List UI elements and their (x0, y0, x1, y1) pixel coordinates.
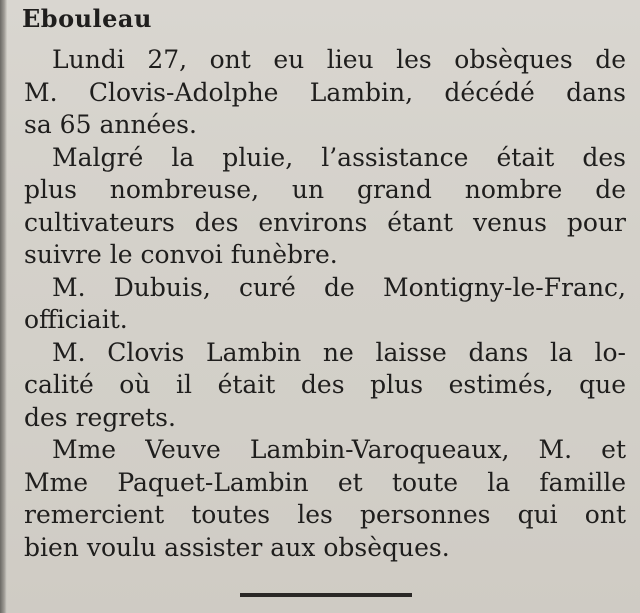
text-line: officiait. (24, 305, 128, 334)
article-body (24, 44, 626, 564)
text-line: Mme Veuve Lambin-Varoqueaux, M. et (52, 435, 626, 464)
text-line: remercient toutes les personnes qui ont (24, 500, 626, 529)
text-line: Lundi 27, ont eu lieu les obsèques de (52, 45, 626, 74)
text-line: cultivateurs des environs étant venus pour (24, 207, 626, 237)
text-line: Malgré la pluie, l’assistance était des (52, 142, 626, 172)
text-line: plus nombreuse, un grand nombre de (24, 175, 626, 204)
text-line: Mme Paquet-Lambin et toute la famille (24, 467, 626, 497)
text-line: M. Clovis-Adolphe Lambin, décédé dans (24, 77, 626, 107)
text-line: des regrets. (24, 402, 176, 432)
article-heading: Ebouleau (22, 4, 152, 33)
text-line: bien voulu assister aux obsèques. (24, 532, 450, 562)
column-edge (0, 0, 7, 613)
text-line: suivre le convoi funèbre. (24, 240, 338, 269)
text-line: M. Clovis Lambin ne laisse dans la lo- (52, 337, 626, 367)
text-line: M. Dubuis, curé de Montigny-le-Franc, (52, 272, 626, 302)
separator-rule (240, 593, 412, 597)
text-line: calité où il était des plus estimés, que (24, 370, 626, 399)
text-line: sa 65 années. (24, 110, 197, 139)
